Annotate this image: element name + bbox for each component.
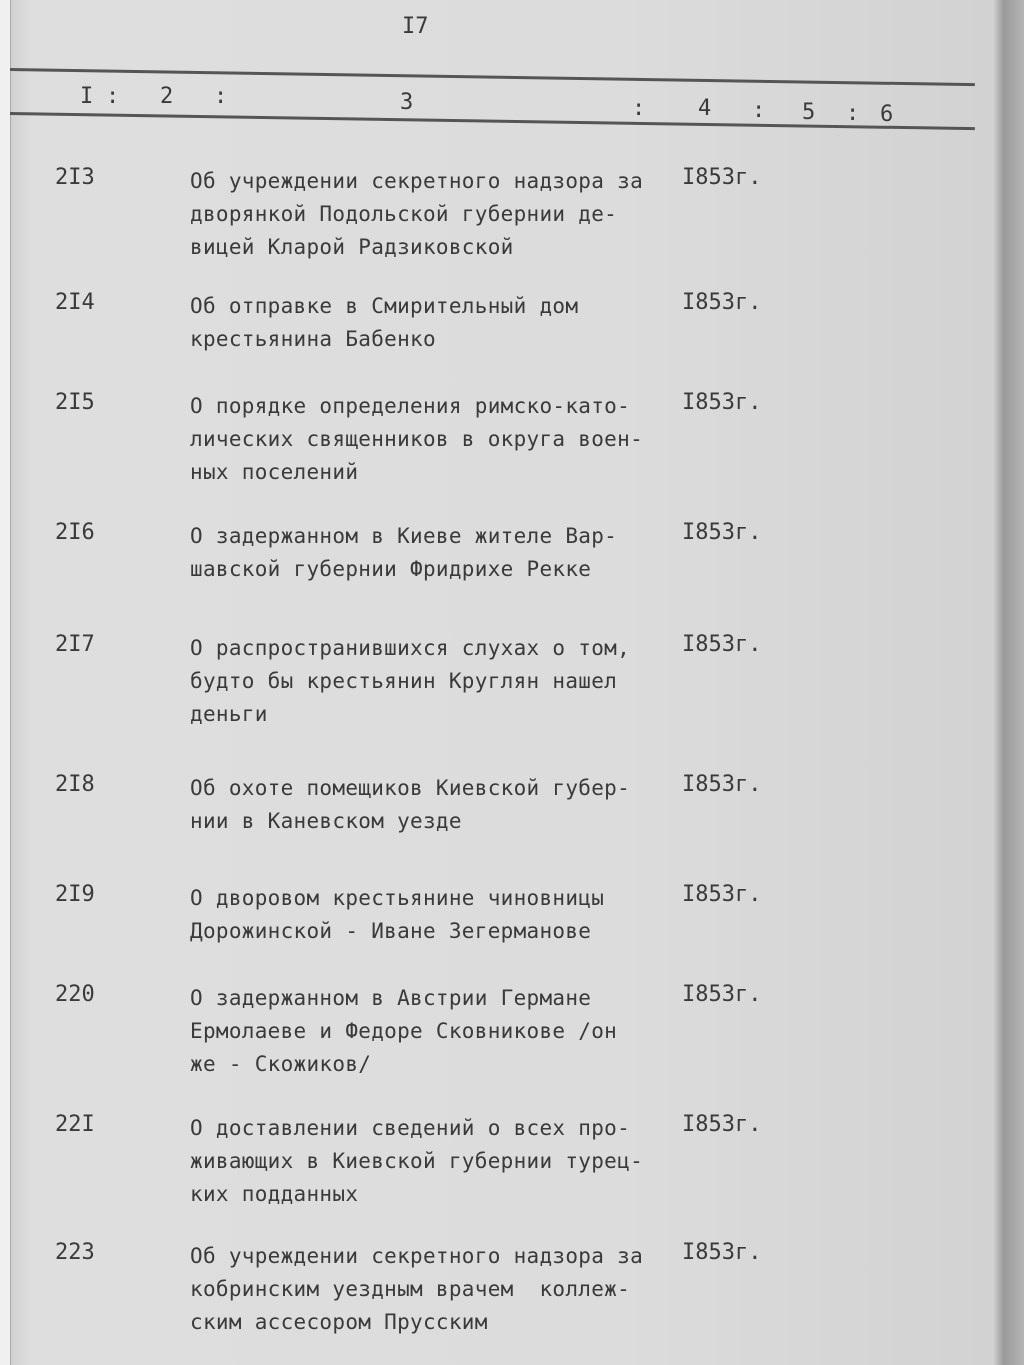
entry-line: О задержанном в Киеве жителе Вар- [190,524,618,548]
entry-number: 223 [55,1240,95,1265]
entry-line: Об учреждении секретного надзора за [190,1244,644,1268]
entry-line: лических священников в округа воен- [190,427,644,451]
entry-number: 2I8 [55,772,95,797]
header-rule-top [10,68,975,86]
col-4: 4 [698,96,712,121]
header-rule-bottom [10,112,975,130]
entry-line: ским ассесором Прусским [190,1310,488,1334]
binding-edge [0,0,11,1365]
entry-line: дворянкой Подольской губернии де- [190,202,618,226]
entry-line: О доставлении сведений о всех про- [190,1116,631,1140]
page-number: I7 [402,14,429,39]
entry-number: 2I7 [55,632,95,657]
entry-line: ких подданных [190,1182,359,1206]
entry-line: Об отправке в Смирительный дом [190,294,579,318]
entry-description [190,390,643,489]
entry-number: 2I3 [55,165,95,190]
entry-description [190,882,604,948]
entry-description [190,982,617,1081]
entry-number: 22I [55,1112,95,1137]
entry-year: I853г. [682,772,762,797]
entry-year: I853г. [682,1112,762,1137]
entry-year: I853г. [682,982,762,1007]
entry-description [190,165,643,264]
entry-year: I853г. [682,1240,762,1265]
entry-number: 2I5 [55,390,95,415]
entry-description [190,1112,643,1211]
entry-number: 2I6 [55,520,95,545]
entry-year: I853г. [682,290,762,315]
entry-number: 220 [55,982,95,1007]
entry-year: I853г. [682,632,762,657]
entry-line: кобринским уездным врачем коллеж- [190,1277,631,1301]
col-3: 3 [400,90,414,115]
entry-number: 2I9 [55,882,95,907]
entry-year: I853г. [682,165,762,190]
col-6: 6 [880,102,894,127]
entry-line: О распространившихся слухах о том, [190,636,631,660]
entry-line: деньги [190,702,268,726]
entry-line: Ермолаеве и Федоре Сковникове /он [190,1019,618,1043]
entry-line: будто бы крестьянин Круглян нашел [190,669,618,693]
entry-line: Об охоте помещиков Киевской губер- [190,776,631,800]
entry-line: О дворовом крестьянине чиновницы [190,886,605,910]
col-5: 5 [802,100,816,125]
entry-line: же - Скожиков/ [190,1052,372,1076]
entry-year: I853г. [682,390,762,415]
entry-line: живающих в Киевской губернии турец- [190,1149,644,1173]
entry-line: О порядке определения римско-като- [190,394,631,418]
entry-line: крестьянина Бабенко [190,327,436,351]
entry-line: О задержанном в Австрии Германе [190,986,592,1010]
entry-year: I853г. [682,882,762,907]
entry-line: ных поселений [190,460,359,484]
entry-description [190,1240,643,1339]
entry-line: нии в Каневском уезде [190,809,462,833]
col-2: 2 [160,84,174,109]
entry-description [190,290,578,356]
entry-description [190,772,630,838]
entry-number: 2I4 [55,290,95,315]
entry-year: I853г. [682,520,762,545]
entry-description [190,632,630,731]
col-1: I [80,84,94,109]
entry-description [190,520,617,586]
entry-line: Об учреждении секретного надзора за [190,169,644,193]
entry-line: Дорожинской - Иване Зегерманове [190,919,592,943]
entry-line: шавской губернии Фридрихе Рекке [190,557,592,581]
entry-line: вицей Кларой Радзиковской [190,235,514,259]
